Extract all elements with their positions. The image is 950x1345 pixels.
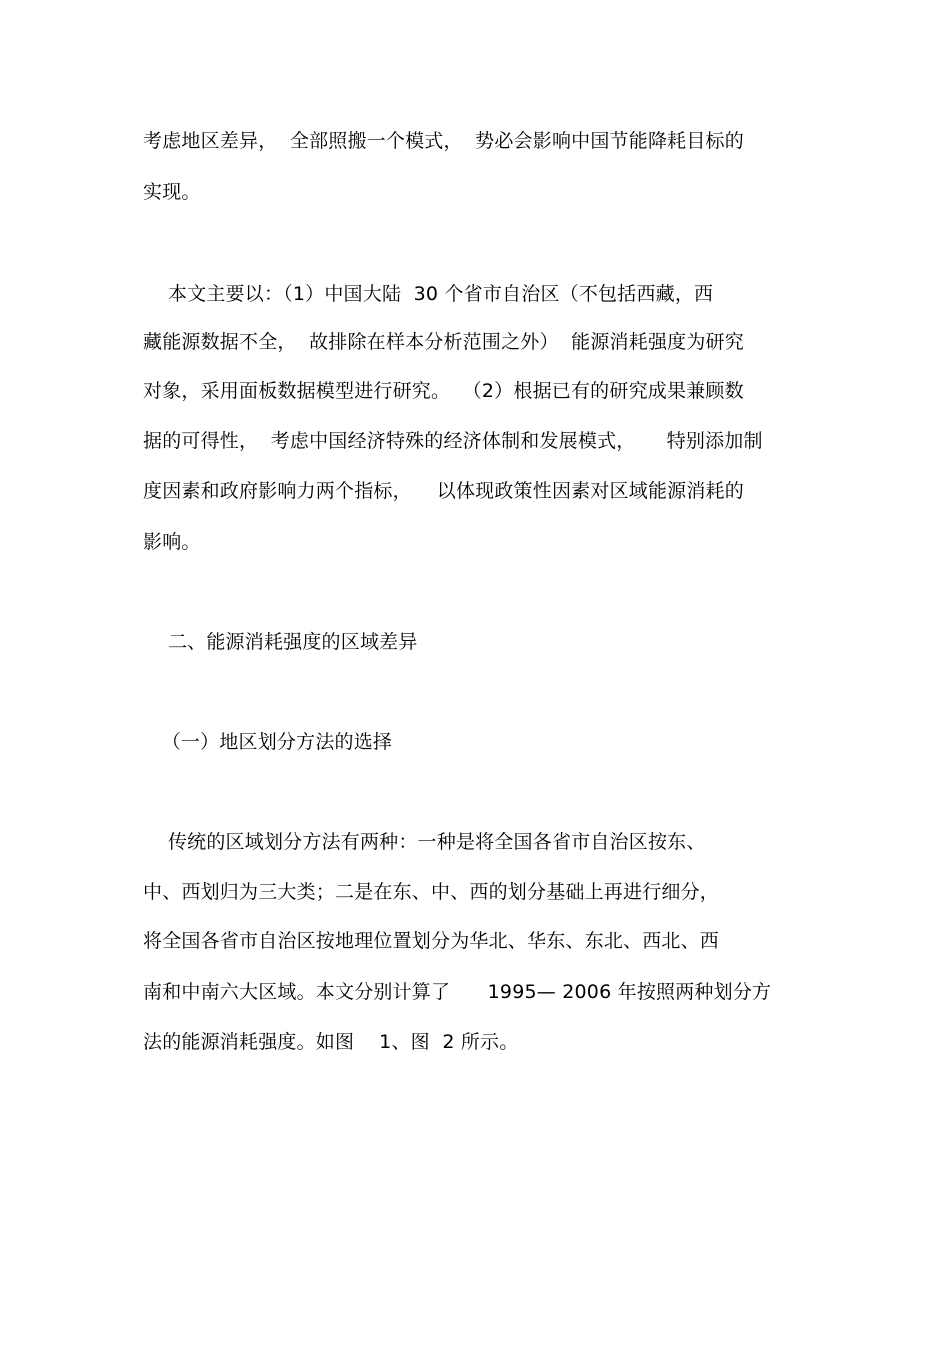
paragraph-2-line-1: 本文主要以：（1）中国大陆 30 个省市自治区（不包括西藏，西 — [143, 283, 714, 305]
paragraph-2-line-6: 影响。 — [143, 531, 201, 553]
paragraph-2-line-2: 藏能源数据不全， 故排除在样本分析范围之外） 能源消耗强度为研究 — [143, 331, 744, 353]
paragraph-2-line-4: 据的可得性， 考虑中国经济特殊的经济体制和发展模式， 特别添加制 — [143, 430, 763, 452]
paragraph-1-line-1: 考虑地区差异， 全部照搬一个模式， 势必会影响中国节能降耗目标的 — [143, 130, 744, 152]
paragraph-2-line-5: 度因素和政府影响力两个指标， 以体现政策性因素对区域能源消耗的 — [143, 480, 744, 502]
section-heading: 二、能源消耗强度的区域差异 — [143, 631, 418, 653]
paragraph-3-line-2: 中、西划归为三大类；二是在东、中、西的划分基础上再进行细分， — [143, 881, 720, 903]
paragraph-3-line-5: 法的能源消耗强度。如图 1、图 2 所示。 — [143, 1031, 519, 1053]
paragraph-3-line-4: 南和中南六大区域。本文分别计算了 1995— 2006 年按照两种划分方 — [143, 981, 772, 1003]
paragraph-3-line-3: 将全国各省市自治区按地理位置划分为华北、华东、东北、西北、西 — [143, 930, 720, 952]
paragraph-3-line-1: 传统的区域划分方法有两种：一种是将全国各省市自治区按东、 — [143, 831, 706, 853]
subsection-heading: （一）地区划分方法的选择 — [143, 731, 393, 753]
paragraph-2-line-3: 对象，采用面板数据模型进行研究。 （2）根据已有的研究成果兼顾数 — [143, 380, 744, 402]
paragraph-1-line-2: 实现。 — [143, 181, 201, 203]
